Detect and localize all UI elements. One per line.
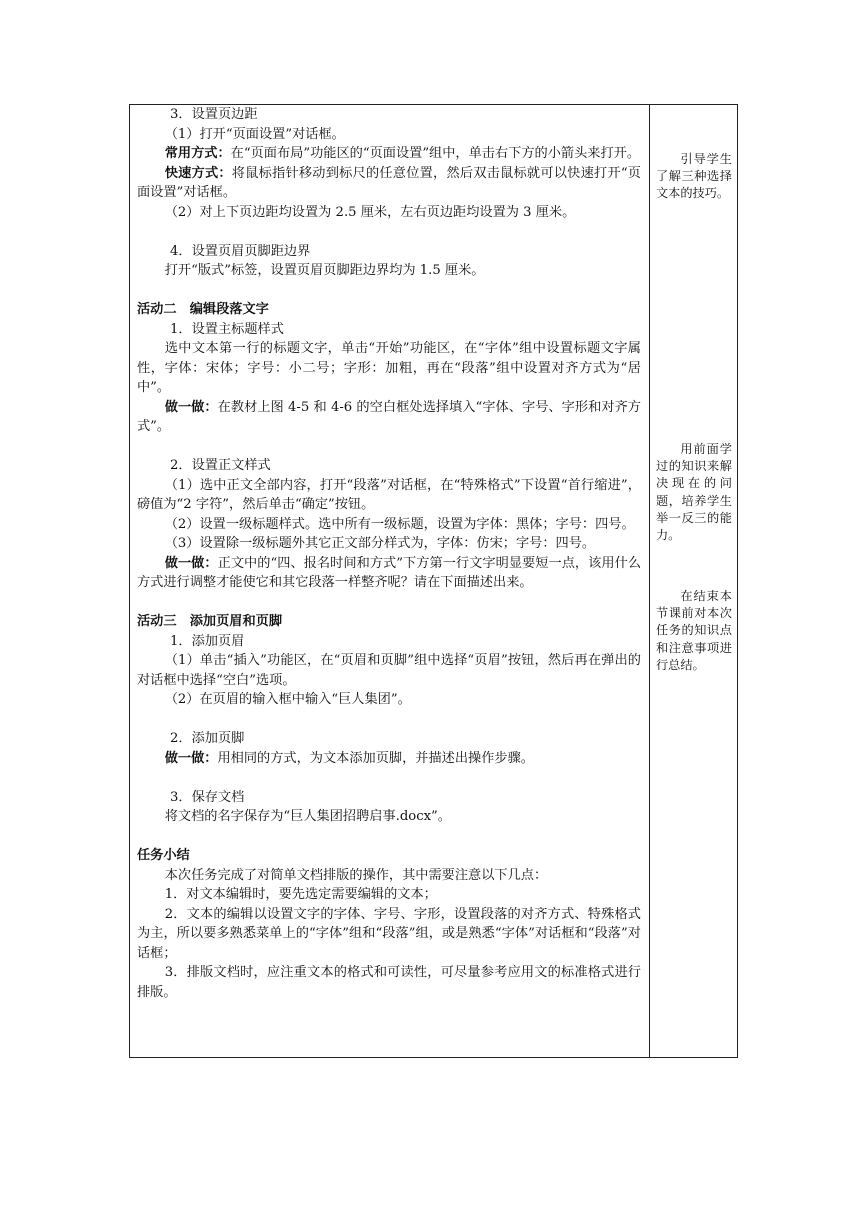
step-text: （3）设置除一级标题外其它正文部分样式为，字体：仿宋；字号：四号。 xyxy=(164,536,596,551)
spacer xyxy=(137,593,641,613)
method-text: 将鼠标指针移动到标尺的任意位置，然后双击鼠标就可以快速打开“页面设置”对话框。 xyxy=(137,165,641,200)
activity-heading: 活动二 编辑段落文字 xyxy=(137,302,269,317)
method-label: 快速方式： xyxy=(164,165,232,181)
exercise-text: 用相同的方式，为文本添加页脚，并描述出操作步骤。 xyxy=(217,750,534,766)
exercise-label: 做一做： xyxy=(164,555,218,571)
spacer xyxy=(137,768,641,788)
method-paragraph xyxy=(137,144,641,164)
spacer xyxy=(137,827,641,847)
activity-heading: 活动三 添加页眉和页脚 xyxy=(137,614,283,629)
step-text: （1）单击“插入”功能区，在“页眉和页脚”组中选择“页眉”按钮，然后再在弹出的对话框中选择“空白”选项。 xyxy=(137,653,641,688)
section-heading: 2．设置正文样式 xyxy=(170,458,271,473)
exercise-paragraph xyxy=(137,749,641,769)
step-text: （1）选中正文全部内容，打开“段落”对话框，在“特殊格式”下设置“首行缩进”，磅值为“2 字符”，然后单击“确定”按钮。 xyxy=(137,477,641,512)
exercise-label: 做一做： xyxy=(164,399,218,415)
section-heading: 1．设置主标题样式 xyxy=(170,321,284,337)
summary-point: 2．文本的编辑以设置文字的字体、字号、字形，设置段落的对齐方式、特殊格式为主，所以要多熟悉菜单上的“字体”组和“段落”组，或是熟悉“字体”对话框和“段落”对话框； xyxy=(137,906,641,961)
spacer xyxy=(137,222,641,242)
section-heading: 4．设置页眉页脚距边界 xyxy=(170,243,311,259)
step-text: （2）设置一级标题样式。选中所有一级标题，设置为字体：黑体；字号：四号。 xyxy=(164,516,635,532)
summary-intro: 本次任务完成了对简单文档排版的操作，其中需要注意以下几点： xyxy=(164,867,548,883)
step-text: （1）打开“页面设置”对话框。 xyxy=(164,126,345,142)
summary-point: 1．对文本编辑时，要先选定需要编辑的文本； xyxy=(164,887,437,902)
spacer xyxy=(137,437,641,457)
method-paragraph xyxy=(137,164,641,203)
step-text: （2）在页眉的输入框中输入“巨人集团”。 xyxy=(164,692,411,707)
exercise-label: 做一做： xyxy=(164,750,218,766)
summary-point: 3．排版文档时，应注重文本的格式和可读性，可尽量参考应用文的标准格式进行排版。 xyxy=(137,965,641,1000)
section-heading: 1．添加页眉 xyxy=(170,633,245,649)
teaching-note: 用前面学过的知识来解决现在的问题，培养学生举一反三的能力。 xyxy=(656,442,732,543)
body-text: 选中文本第一行的标题文字，单击“开始”功能区，在“字体”组中设置标题文字属性，字体：宋体；字号：小二号；字形：加粗，再在“段落”组中设置对齐方式为“居中”。 xyxy=(137,341,641,395)
exercise-paragraph xyxy=(137,398,641,437)
exercise-text: 在教材上图 4-5 和 4-6 的空白框处选择填入“字体、字号、字形和对齐方式”。 xyxy=(137,399,641,434)
spacer xyxy=(137,281,641,301)
exercise-text: 正文中的“四、报名时间和方式”下方第一行文字明显要短一点，该用什么方式进行调整才能使它和其它段落一样整齐呢？请在下面描述出来。 xyxy=(137,555,641,590)
body-text: 打开“版式”标签，设置页眉页脚距边界均为 1.5 厘米。 xyxy=(164,263,485,278)
teaching-note: 引导学生了解三种选择文本的技巧。 xyxy=(656,152,732,201)
method-label: 常用方式： xyxy=(164,146,231,161)
section-heading: 3．保存文档 xyxy=(170,789,245,805)
method-text: 在“页面布局”功能区的“页面设置”组中，单击右下方的小箭头来打开。 xyxy=(230,146,641,161)
main-content-column xyxy=(130,105,647,1002)
step-text: （2）对上下页边距均设置为 2.5 厘米，左右页边距均设置为 3 厘米。 xyxy=(164,204,576,220)
body-text: 将文档的名字保存为“巨人集团招聘启事.docx”。 xyxy=(164,809,451,824)
exercise-paragraph xyxy=(137,554,641,593)
spacer xyxy=(137,710,641,730)
section-heading: 3．设置页边距 xyxy=(170,107,258,122)
summary-heading: 任务小结 xyxy=(137,848,190,863)
section-heading: 2．添加页脚 xyxy=(170,731,245,746)
column-divider xyxy=(649,105,650,1057)
teaching-note: 在结束本节课前对本次任务的知识点和注意事项进行总结。 xyxy=(656,589,732,672)
lesson-table xyxy=(129,104,738,1058)
